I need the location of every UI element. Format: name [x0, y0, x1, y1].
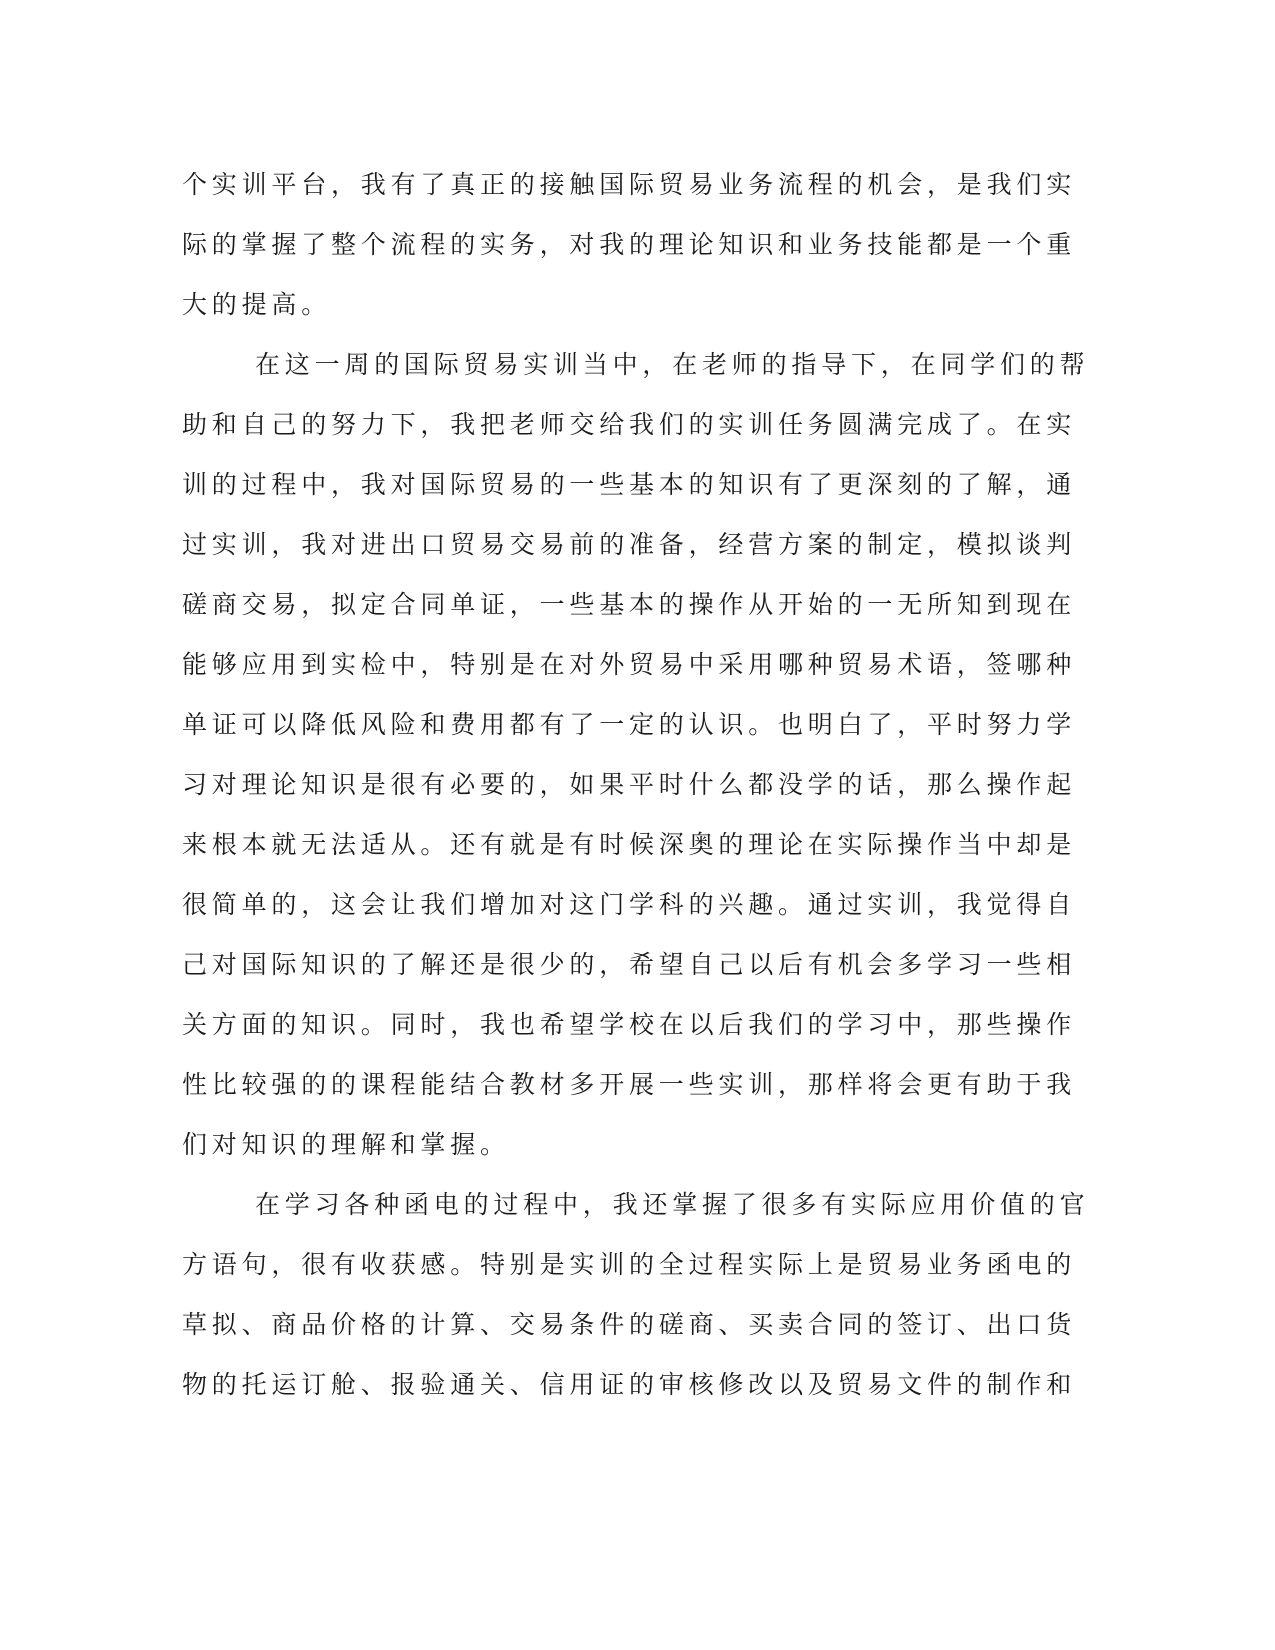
text-line: 际的掌握了整个流程的实务，对我的理论知识和业务技能都是一个重 [182, 230, 1077, 259]
text-line: 来根本就无法适从。还有就是有时候深奥的理论在实际操作当中却是 [182, 830, 1077, 859]
text-line: 磋商交易，拟定合同单证，一些基本的操作从开始的一无所知到现在 [182, 590, 1077, 619]
text-line: 草拟、商品价格的计算、交易条件的磋商、买卖合同的签订、出口货 [182, 1310, 1077, 1339]
text-line: 单证可以降低风险和费用都有了一定的认识。也明白了，平时努力学 [182, 710, 1077, 739]
text-line: 个实训平台，我有了真正的接触国际贸易业务流程的机会，是我们实 [182, 170, 1077, 199]
text-line: 大的提高。 [182, 290, 332, 319]
text-line: 能够应用到实检中，特别是在对外贸易中采用哪种贸易术语，签哪种 [182, 650, 1077, 679]
text-line: 助和自己的努力下，我把老师交给我们的实训任务圆满完成了。在实 [182, 410, 1077, 439]
text-line: 训的过程中，我对国际贸易的一些基本的知识有了更深刻的了解，通 [182, 470, 1077, 499]
text-line: 己对国际知识的了解还是很少的，希望自己以后有机会多学习一些相 [182, 950, 1077, 979]
text-line: 过实训，我对进出口贸易交易前的准备，经营方案的制定，模拟谈判 [182, 530, 1077, 559]
text-line: 方语句，很有收获感。特别是实训的全过程实际上是贸易业务函电的 [182, 1250, 1077, 1279]
text-line: 关方面的知识。同时，我也希望学校在以后我们的学习中，那些操作 [182, 1010, 1077, 1039]
body-text [182, 155, 1090, 1415]
text-line: 性比较强的的课程能结合教材多开展一些实训，那样将会更有助于我 [182, 1070, 1077, 1099]
text-line: 很简单的，这会让我们增加对这门学科的兴趣。通过实训，我觉得自 [182, 890, 1077, 919]
paragraph-first-line: 在这一周的国际贸易实训当中，在老师的指导下，在同学们的帮 [255, 350, 1090, 379]
paragraph-first-line: 在学习各种函电的过程中，我还掌握了很多有实际应用价值的官 [255, 1190, 1090, 1219]
text-line: 习对理论知识是很有必要的，如果平时什么都没学的话，那么操作起 [182, 770, 1077, 799]
text-line: 们对知识的理解和掌握。 [182, 1130, 510, 1159]
text-line: 物的托运订舱、报验通关、信用证的审核修改以及贸易文件的制作和 [182, 1370, 1077, 1399]
